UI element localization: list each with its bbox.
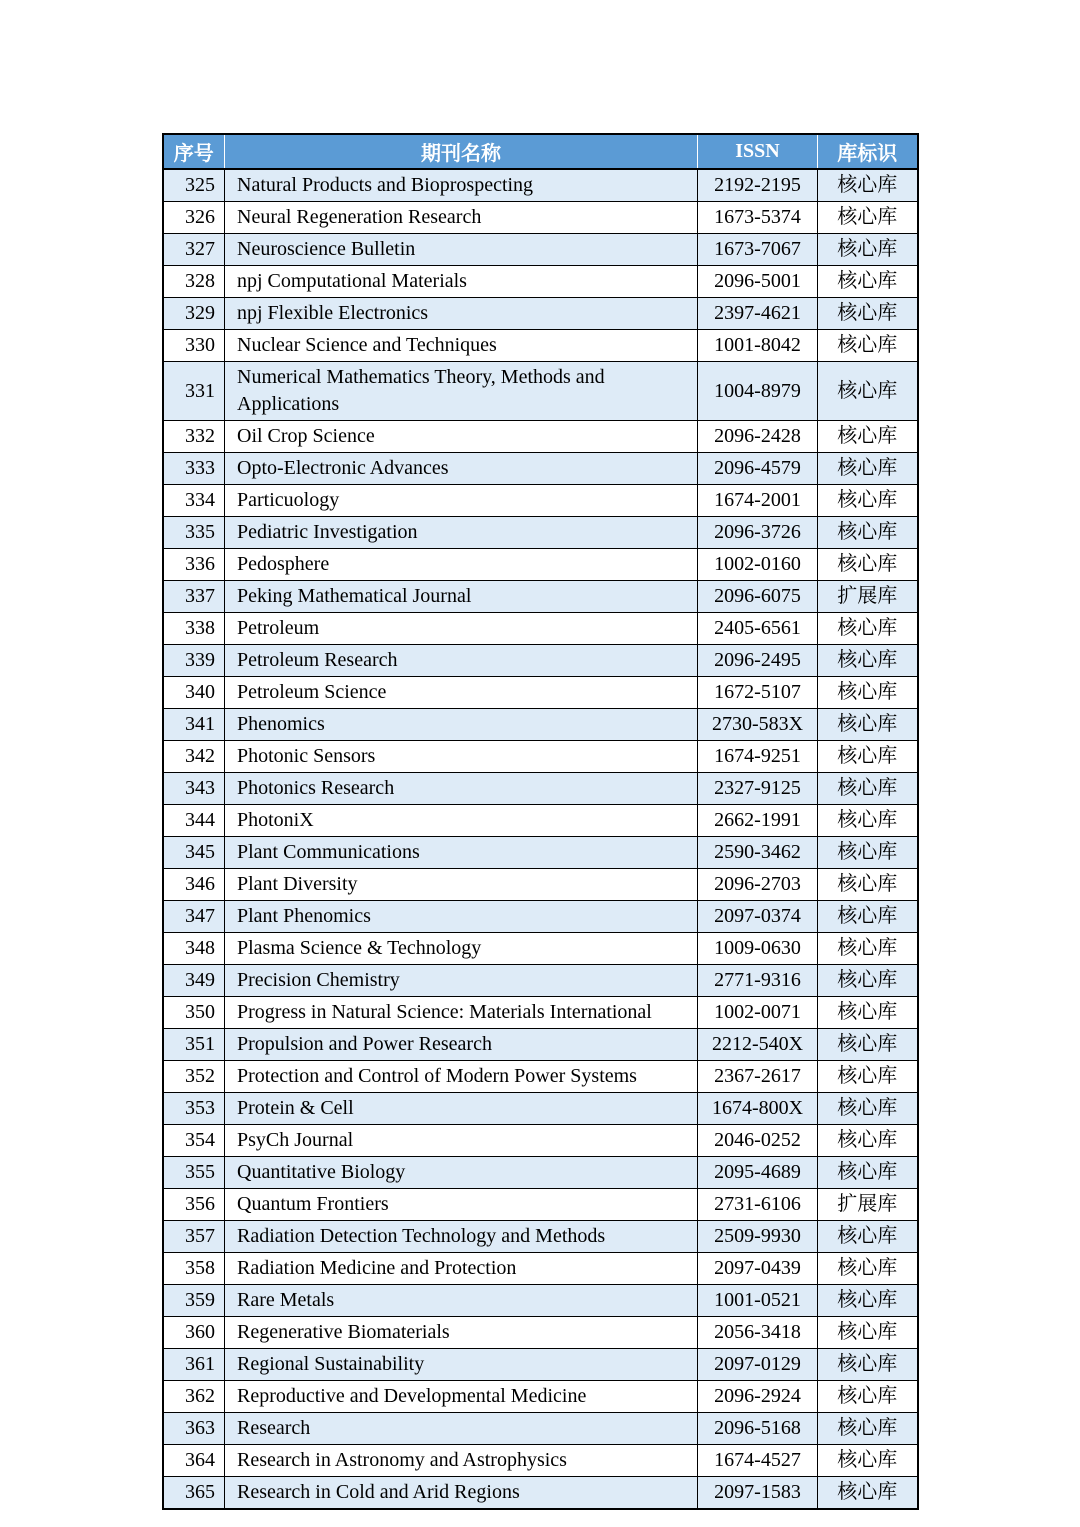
row-number: 343 xyxy=(163,773,225,805)
journal-name: Nuclear Science and Techniques xyxy=(225,330,698,362)
journal-issn: 2097-0439 xyxy=(698,1253,818,1285)
library-tag: 核心库 xyxy=(818,549,918,581)
row-number: 325 xyxy=(163,169,225,202)
col-header-library: 库标识 xyxy=(818,134,918,169)
col-header-journal-name: 期刊名称 xyxy=(225,134,698,169)
journal-issn: 2056-3418 xyxy=(698,1317,818,1349)
row-number: 365 xyxy=(163,1477,225,1510)
table-row xyxy=(163,901,918,933)
journal-name: Photonics Research xyxy=(225,773,698,805)
library-tag: 核心库 xyxy=(818,1253,918,1285)
library-tag: 核心库 xyxy=(818,1317,918,1349)
journal-issn: 2096-6075 xyxy=(698,581,818,613)
journal-table xyxy=(162,133,919,1510)
library-tag: 核心库 xyxy=(818,169,918,202)
journal-name: Quantum Frontiers xyxy=(225,1189,698,1221)
journal-issn: 2662-1991 xyxy=(698,805,818,837)
journal-issn: 2212-540X xyxy=(698,1029,818,1061)
table-row xyxy=(163,1093,918,1125)
row-number: 339 xyxy=(163,645,225,677)
col-header-issn: ISSN xyxy=(698,134,818,169)
journal-name: Research xyxy=(225,1413,698,1445)
row-number: 338 xyxy=(163,613,225,645)
table-header xyxy=(163,134,918,169)
journal-issn: 1674-4527 xyxy=(698,1445,818,1477)
journal-issn: 2097-1583 xyxy=(698,1477,818,1510)
table-row xyxy=(163,1285,918,1317)
library-tag: 扩展库 xyxy=(818,581,918,613)
table-row xyxy=(163,1445,918,1477)
journal-name: Protein & Cell xyxy=(225,1093,698,1125)
table-row xyxy=(163,1413,918,1445)
journal-name: Radiation Detection Technology and Methods xyxy=(225,1221,698,1253)
journal-issn: 1673-7067 xyxy=(698,234,818,266)
library-tag: 扩展库 xyxy=(818,1189,918,1221)
journal-name: Regenerative Biomaterials xyxy=(225,1317,698,1349)
journal-name: Photonic Sensors xyxy=(225,741,698,773)
journal-name: Petroleum Research xyxy=(225,645,698,677)
row-number: 344 xyxy=(163,805,225,837)
table-row xyxy=(163,202,918,234)
journal-name: Particuology xyxy=(225,485,698,517)
row-number: 336 xyxy=(163,549,225,581)
journal-issn: 2509-9930 xyxy=(698,1221,818,1253)
journal-name: Precision Chemistry xyxy=(225,965,698,997)
journal-name: Plant Phenomics xyxy=(225,901,698,933)
library-tag: 核心库 xyxy=(818,485,918,517)
library-tag: 核心库 xyxy=(818,1029,918,1061)
row-number: 356 xyxy=(163,1189,225,1221)
journal-name: Pedosphere xyxy=(225,549,698,581)
library-tag: 核心库 xyxy=(818,805,918,837)
journal-name: PhotoniX xyxy=(225,805,698,837)
journal-name: Progress in Natural Science: Materials International xyxy=(225,997,698,1029)
journal-issn: 2327-9125 xyxy=(698,773,818,805)
table-row xyxy=(163,581,918,613)
journal-issn: 2397-4621 xyxy=(698,298,818,330)
library-tag: 核心库 xyxy=(818,613,918,645)
table-row xyxy=(163,709,918,741)
journal-issn: 2405-6561 xyxy=(698,613,818,645)
library-tag: 核心库 xyxy=(818,362,918,421)
row-number: 364 xyxy=(163,1445,225,1477)
table-row xyxy=(163,453,918,485)
library-tag: 核心库 xyxy=(818,298,918,330)
row-number: 350 xyxy=(163,997,225,1029)
journal-name: Oil Crop Science xyxy=(225,421,698,453)
journal-name: Opto-Electronic Advances xyxy=(225,453,698,485)
row-number: 327 xyxy=(163,234,225,266)
row-number: 331 xyxy=(163,362,225,421)
journal-issn: 2095-4689 xyxy=(698,1157,818,1189)
header-row xyxy=(163,134,918,169)
table-row xyxy=(163,645,918,677)
col-header-number: 序号 xyxy=(163,134,225,169)
journal-issn: 1674-800X xyxy=(698,1093,818,1125)
row-number: 337 xyxy=(163,581,225,613)
journal-name: Peking Mathematical Journal xyxy=(225,581,698,613)
journal-issn: 1672-5107 xyxy=(698,677,818,709)
library-tag: 核心库 xyxy=(818,773,918,805)
library-tag: 核心库 xyxy=(818,266,918,298)
journal-name: Petroleum xyxy=(225,613,698,645)
row-number: 349 xyxy=(163,965,225,997)
row-number: 362 xyxy=(163,1381,225,1413)
library-tag: 核心库 xyxy=(818,234,918,266)
journal-name: Numerical Mathematics Theory, Methods and Applications xyxy=(225,362,698,421)
journal-name: Natural Products and Bioprospecting xyxy=(225,169,698,202)
journal-issn: 2367-2617 xyxy=(698,1061,818,1093)
journal-issn: 2096-3726 xyxy=(698,517,818,549)
library-tag: 核心库 xyxy=(818,965,918,997)
journal-issn: 2096-2703 xyxy=(698,869,818,901)
library-tag: 核心库 xyxy=(818,517,918,549)
library-tag: 核心库 xyxy=(818,837,918,869)
journal-issn: 1001-8042 xyxy=(698,330,818,362)
table-row xyxy=(163,1189,918,1221)
table-row xyxy=(163,613,918,645)
table-row xyxy=(163,549,918,581)
table-row xyxy=(163,1157,918,1189)
journal-issn: 1001-0521 xyxy=(698,1285,818,1317)
row-number: 348 xyxy=(163,933,225,965)
journal-name: npj Computational Materials xyxy=(225,266,698,298)
journal-name: Petroleum Science xyxy=(225,677,698,709)
journal-issn: 2096-4579 xyxy=(698,453,818,485)
table-row xyxy=(163,1477,918,1510)
row-number: 330 xyxy=(163,330,225,362)
table-body xyxy=(163,169,918,1509)
journal-issn: 2096-2428 xyxy=(698,421,818,453)
journal-name: Regional Sustainability xyxy=(225,1349,698,1381)
row-number: 345 xyxy=(163,837,225,869)
journal-name: Neuroscience Bulletin xyxy=(225,234,698,266)
row-number: 347 xyxy=(163,901,225,933)
journal-name: Plant Diversity xyxy=(225,869,698,901)
library-tag: 核心库 xyxy=(818,869,918,901)
journal-issn: 2730-583X xyxy=(698,709,818,741)
table-row xyxy=(163,837,918,869)
journal-name: Phenomics xyxy=(225,709,698,741)
row-number: 352 xyxy=(163,1061,225,1093)
table-row xyxy=(163,1349,918,1381)
journal-name: Protection and Control of Modern Power Systems xyxy=(225,1061,698,1093)
row-number: 332 xyxy=(163,421,225,453)
journal-issn: 1002-0160 xyxy=(698,549,818,581)
table-row xyxy=(163,869,918,901)
table-row xyxy=(163,298,918,330)
row-number: 333 xyxy=(163,453,225,485)
library-tag: 核心库 xyxy=(818,1221,918,1253)
row-number: 346 xyxy=(163,869,225,901)
library-tag: 核心库 xyxy=(818,1349,918,1381)
library-tag: 核心库 xyxy=(818,1285,918,1317)
library-tag: 核心库 xyxy=(818,1157,918,1189)
journal-name: Quantitative Biology xyxy=(225,1157,698,1189)
row-number: 358 xyxy=(163,1253,225,1285)
row-number: 357 xyxy=(163,1221,225,1253)
row-number: 355 xyxy=(163,1157,225,1189)
journal-issn: 1002-0071 xyxy=(698,997,818,1029)
journal-issn: 2096-5168 xyxy=(698,1413,818,1445)
table-row xyxy=(163,1253,918,1285)
table-row xyxy=(163,965,918,997)
journal-issn: 1009-0630 xyxy=(698,933,818,965)
library-tag: 核心库 xyxy=(818,1381,918,1413)
journal-name: PsyCh Journal xyxy=(225,1125,698,1157)
journal-name: Plant Communications xyxy=(225,837,698,869)
table-row xyxy=(163,1029,918,1061)
journal-issn: 2096-5001 xyxy=(698,266,818,298)
table-row xyxy=(163,266,918,298)
table-row xyxy=(163,421,918,453)
row-number: 329 xyxy=(163,298,225,330)
journal-name: Pediatric Investigation xyxy=(225,517,698,549)
journal-issn: 2046-0252 xyxy=(698,1125,818,1157)
library-tag: 核心库 xyxy=(818,1413,918,1445)
table-row xyxy=(163,1221,918,1253)
table-row xyxy=(163,330,918,362)
journal-issn: 2771-9316 xyxy=(698,965,818,997)
table-row xyxy=(163,485,918,517)
row-number: 354 xyxy=(163,1125,225,1157)
table-row xyxy=(163,1061,918,1093)
journal-issn: 1673-5374 xyxy=(698,202,818,234)
journal-name: Neural Regeneration Research xyxy=(225,202,698,234)
table-row xyxy=(163,517,918,549)
table-row xyxy=(163,169,918,202)
table-row xyxy=(163,997,918,1029)
journal-issn: 2097-0129 xyxy=(698,1349,818,1381)
table-row xyxy=(163,677,918,709)
library-tag: 核心库 xyxy=(818,933,918,965)
table-row xyxy=(163,234,918,266)
library-tag: 核心库 xyxy=(818,1093,918,1125)
table-row xyxy=(163,1125,918,1157)
journal-name: Research in Astronomy and Astrophysics xyxy=(225,1445,698,1477)
library-tag: 核心库 xyxy=(818,202,918,234)
table-row xyxy=(163,933,918,965)
journal-name: npj Flexible Electronics xyxy=(225,298,698,330)
journal-issn: 1674-2001 xyxy=(698,485,818,517)
row-number: 360 xyxy=(163,1317,225,1349)
journal-issn: 2096-2495 xyxy=(698,645,818,677)
row-number: 335 xyxy=(163,517,225,549)
journal-issn: 2096-2924 xyxy=(698,1381,818,1413)
journal-issn: 2731-6106 xyxy=(698,1189,818,1221)
table-row xyxy=(163,362,918,421)
journal-name: Propulsion and Power Research xyxy=(225,1029,698,1061)
table-row xyxy=(163,741,918,773)
table-row xyxy=(163,1317,918,1349)
row-number: 361 xyxy=(163,1349,225,1381)
row-number: 334 xyxy=(163,485,225,517)
table-row xyxy=(163,805,918,837)
journal-name: Reproductive and Developmental Medicine xyxy=(225,1381,698,1413)
journal-issn: 1674-9251 xyxy=(698,741,818,773)
library-tag: 核心库 xyxy=(818,421,918,453)
table-row xyxy=(163,1381,918,1413)
journal-issn: 2590-3462 xyxy=(698,837,818,869)
library-tag: 核心库 xyxy=(818,330,918,362)
row-number: 326 xyxy=(163,202,225,234)
journal-name: Plasma Science & Technology xyxy=(225,933,698,965)
library-tag: 核心库 xyxy=(818,1125,918,1157)
library-tag: 核心库 xyxy=(818,677,918,709)
table-row xyxy=(163,773,918,805)
row-number: 341 xyxy=(163,709,225,741)
library-tag: 核心库 xyxy=(818,741,918,773)
journal-issn: 2192-2195 xyxy=(698,169,818,202)
library-tag: 核心库 xyxy=(818,645,918,677)
library-tag: 核心库 xyxy=(818,1445,918,1477)
library-tag: 核心库 xyxy=(818,997,918,1029)
library-tag: 核心库 xyxy=(818,709,918,741)
journal-name: Research in Cold and Arid Regions xyxy=(225,1477,698,1510)
row-number: 353 xyxy=(163,1093,225,1125)
row-number: 363 xyxy=(163,1413,225,1445)
journal-name: Radiation Medicine and Protection xyxy=(225,1253,698,1285)
row-number: 342 xyxy=(163,741,225,773)
row-number: 351 xyxy=(163,1029,225,1061)
row-number: 340 xyxy=(163,677,225,709)
library-tag: 核心库 xyxy=(818,1477,918,1510)
journal-issn: 1004-8979 xyxy=(698,362,818,421)
library-tag: 核心库 xyxy=(818,1061,918,1093)
row-number: 359 xyxy=(163,1285,225,1317)
library-tag: 核心库 xyxy=(818,453,918,485)
library-tag: 核心库 xyxy=(818,901,918,933)
row-number: 328 xyxy=(163,266,225,298)
journal-issn: 2097-0374 xyxy=(698,901,818,933)
journal-name: Rare Metals xyxy=(225,1285,698,1317)
